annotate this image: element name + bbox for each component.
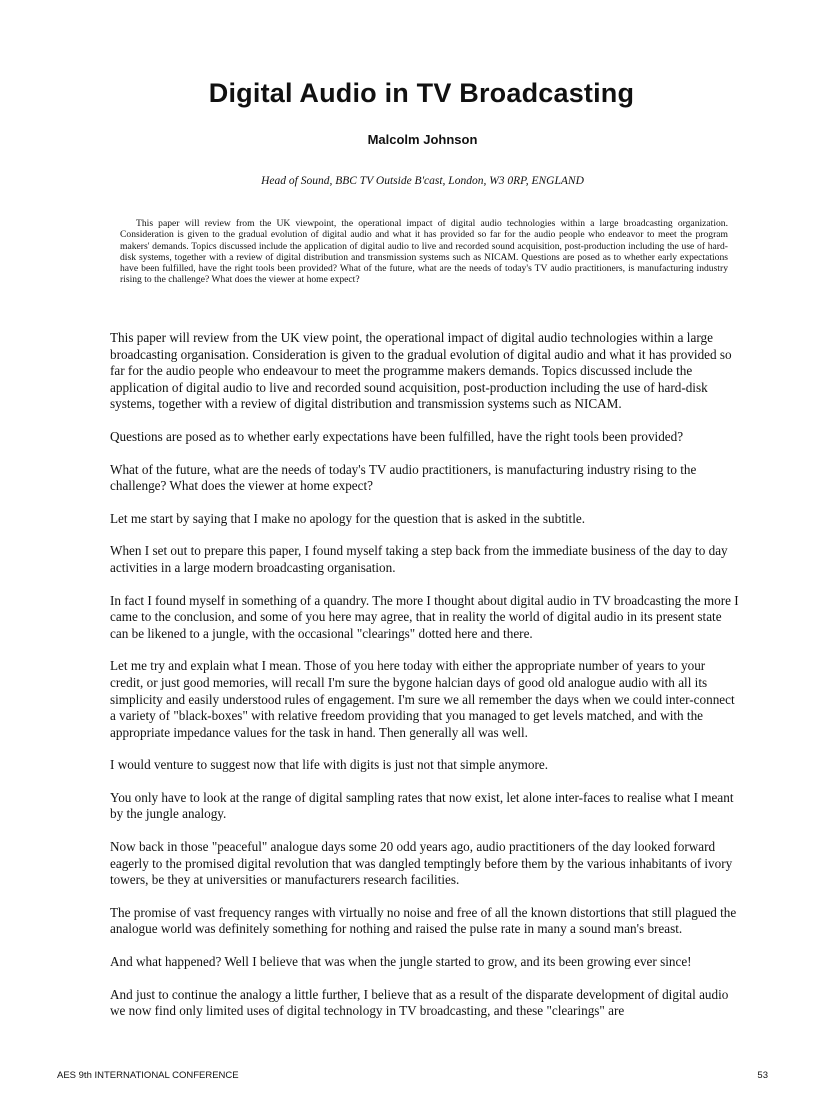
author-affiliation: Head of Sound, BBC TV Outside B'cast, London, W3 0RP, ENGLAND — [261, 175, 584, 187]
body-paragraph: What of the future, what are the needs of today's TV audio practitioners, is manufacturing industry rising to the challenge? What does the viewer at home expect? — [110, 461, 697, 494]
body-paragraph: The promise of vast frequency ranges with virtually no noise and free of all the known distortions that still plagued the analogue world was definitely something for nothing and raised the pulse rate in many a sound man's breast. — [110, 904, 737, 937]
body-paragraph: Now back in those "peaceful" analogue days some 20 odd years ago, audio practitioners of the day looked forward eagerly to the promised digital revolution that was dangled temptingly before them by the various inhabitants of ivory towers, be they at universities or manufacturers research facilities. — [110, 839, 733, 888]
body-paragraph: And what happened? Well I believe that was when the jungle started to grow, and its been growing ever since! — [110, 954, 692, 970]
body-paragraph: I would venture to suggest now that life with digits is just not that simple anymore. — [110, 757, 549, 773]
author-name: Malcolm Johnson — [367, 132, 478, 147]
body-paragraph: Let me start by saying that I make no apology for the question that is asked in the subtitle. — [110, 510, 586, 526]
abstract: This paper will review from the UK viewpoint, the operational impact of digital audio technologies within a large broadcasting organization. Consideration is given to the gradual evolution of digital audio and what it has provided so far for the audio people who endeavor to meet the program makers' demands. Topics discussed include the application of digital audio to live and recorded sound acquisition, post-production including the use of hard-disk systems, together with a review of digital distribution and transmission systems such as NICAM. Questions are posed as to whether early expectations have been fulfilled, have the right tools been provided? What of the future, what are the needs of today's TV audio practitioners, is manufacturing industry rising to the challenge? What does the viewer at home expect? — [120, 218, 728, 286]
body-paragraph: And just to continue the analogy a little further, I believe that as a result of the disparate development of digital audio we now find only limited uses of digital technology in TV broadcasting, and these "clearings" are — [110, 986, 729, 1019]
body-paragraph: You only have to look at the range of digital sampling rates that now exist, let alone inter-faces to realise what I meant by the jungle analogy. — [110, 789, 734, 822]
body-paragraph: Let me try and explain what I mean. Those of you here today with either the appropriate number of years to your credit, or just good memories, will recall I'm sure the bygone halcian days of good old analogue audio with all its simplicity and easily understood rules of engagement. I'm sure we all remember the days when we could inter-connect a variety of "black-boxes" with relative freedom providing that you managed to get levels matched, and with the appropriate impedance values for the task in hand. Then generally all was well. — [110, 658, 735, 740]
footer-conference: AES 9th INTERNATIONAL CONFERENCE — [57, 1070, 239, 1081]
page-number: 53 — [757, 1070, 768, 1081]
body-paragraph: This paper will review from the UK view point, the operational impact of digital audio technologies within a large broadcasting organisation. Consideration is given to the gradual evolution of digital audio and what it has provided so far for the audio people who endeavour to meet the programme makers demands. Topics discussed include the application of digital audio to live and recorded sound acquisition, post-production including the use of hard-disk systems, together with a review of digital distribution and transmission systems such as NICAM. — [110, 330, 732, 412]
body-paragraph: When I set out to prepare this paper, I found myself taking a step back from the immediate business of the day to day activities in a large modern broadcasting organisation. — [110, 543, 728, 575]
body-paragraph: In fact I found myself in something of a quandry. The more I thought about digital audio in TV broadcasting the more I came to the conclusion, and some of you here may agree, that in reality the world of digital audio in its present state can be likened to a jungle, with the occasional "clearings" dotted here and there. — [110, 592, 739, 641]
paper-title: Digital Audio in TV Broadcasting — [208, 78, 635, 108]
body-paragraph: Questions are posed as to whether early expectations have been fulfilled, have the right tools been provided? — [110, 428, 684, 444]
body-text — [110, 330, 740, 1036]
